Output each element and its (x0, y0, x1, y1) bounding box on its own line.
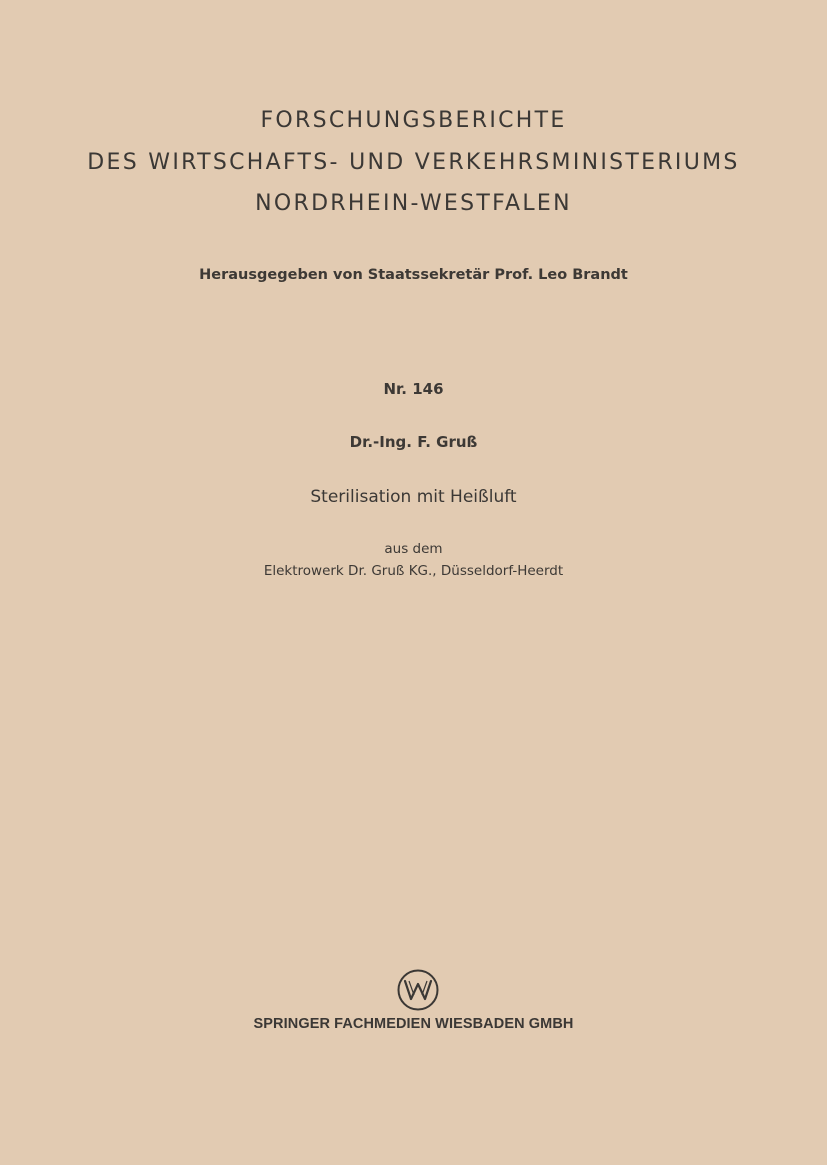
volume-number: Nr. 146 (383, 380, 444, 398)
series-title-line-3: NORDRHEIN-WESTFALEN (255, 191, 572, 216)
series-title-line-1: FORSCHUNGSBERICHTE (260, 108, 567, 133)
springer-vw-logo-icon (396, 968, 440, 1012)
series-title-line-2: DES WIRTSCHAFTS- UND VERKEHRSMINISTERIUMS (87, 150, 740, 175)
editor-line: Herausgegeben von Staatssekretär Prof. Leo Brandt (199, 267, 628, 283)
origin-institution: Elektrowerk Dr. Gruß KG., Düsseldorf-Heerdt (263, 563, 564, 579)
book-title: Sterilisation mit Heißluft (310, 487, 517, 507)
origin-label: aus dem (384, 541, 443, 557)
publisher-name: SPRINGER FACHMEDIEN WIESBADEN GMBH (253, 1016, 574, 1032)
author-name: Dr.-Ing. F. Gruß (349, 433, 478, 451)
